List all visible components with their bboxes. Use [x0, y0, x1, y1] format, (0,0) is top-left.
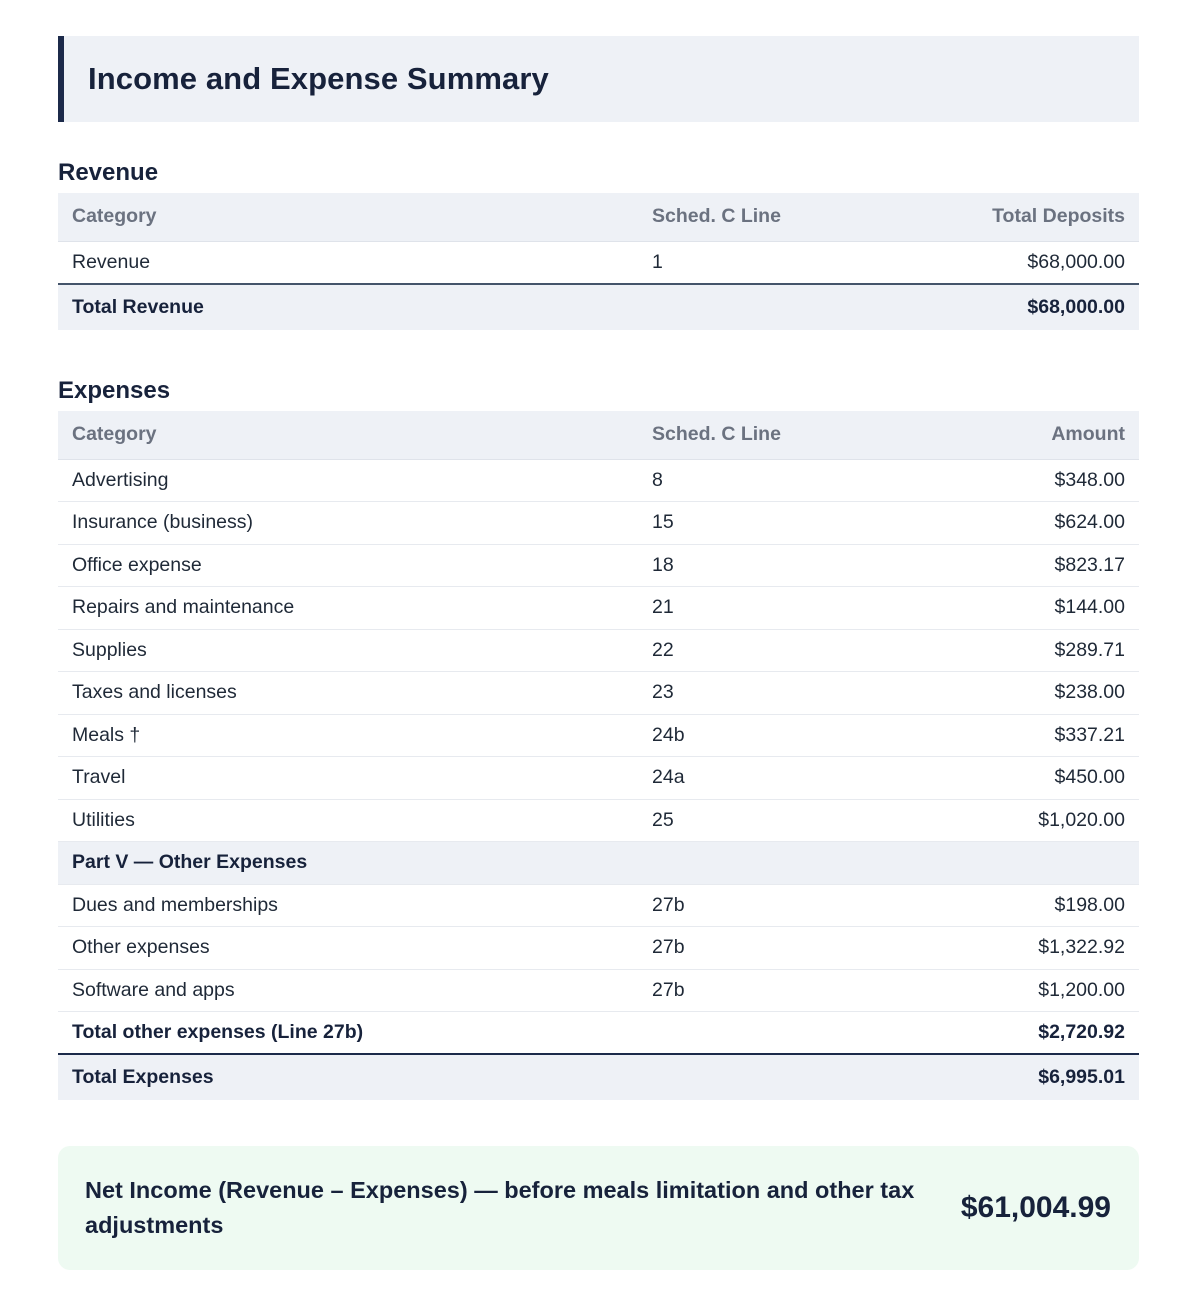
column-header-sched-c-line: Sched. C Line [638, 193, 938, 241]
table-row [58, 714, 1139, 757]
row-line: 25 [638, 799, 938, 842]
table-row [58, 587, 1139, 630]
table-row [58, 799, 1139, 842]
row-amount: $1,322.92 [938, 927, 1139, 970]
row-amount: $450.00 [938, 757, 1139, 800]
net-income-amount: $61,004.99 [960, 1191, 1111, 1224]
total-revenue-row [58, 284, 1139, 330]
row-category: Insurance (business) [58, 502, 638, 545]
row-amount: $1,200.00 [938, 969, 1139, 1012]
net-income-box [58, 1146, 1139, 1270]
other-expenses-total-amount: $2,720.92 [938, 1012, 1139, 1055]
row-category: Meals † [58, 714, 638, 757]
row-category: Software and apps [58, 969, 638, 1012]
other-expenses-total-label: Total other expenses (Line 27b) [58, 1012, 638, 1055]
row-amount: $68,000.00 [1027, 250, 1125, 273]
table-row [58, 502, 1139, 545]
row-category: Other expenses [58, 927, 638, 970]
row-amount: $348.00 [938, 459, 1139, 502]
table-row [58, 672, 1139, 715]
other-expenses-heading: Part V — Other Expenses [58, 842, 638, 885]
row-amount: $198.00 [938, 884, 1139, 927]
other-expenses-total-row [58, 1012, 1139, 1055]
row-amount: $238.00 [938, 672, 1139, 715]
row-amount: $624.00 [938, 502, 1139, 545]
column-header-category: Category [58, 411, 638, 459]
row-line: 27b [638, 969, 938, 1012]
row-line: 21 [638, 587, 938, 630]
row-amount: $1,020.00 [938, 799, 1139, 842]
row-line: 24a [638, 757, 938, 800]
table-row [58, 927, 1139, 970]
table-row [58, 757, 1139, 800]
row-line: 1 [652, 250, 663, 273]
net-income-label: Net Income (Revenue – Expenses) — before meals limitation and other tax adjustments [85, 1177, 915, 1238]
revenue-header-row [58, 193, 1139, 241]
row-line: 15 [638, 502, 938, 545]
table-row [58, 241, 1139, 284]
row-category: Revenue [72, 250, 151, 273]
row-category: Supplies [58, 629, 638, 672]
row-category: Taxes and licenses [58, 672, 638, 715]
row-line: 27b [638, 884, 938, 927]
row-line: 24b [638, 714, 938, 757]
table-row [58, 884, 1139, 927]
row-category: Utilities [58, 799, 638, 842]
row-amount: $289.71 [938, 629, 1139, 672]
row-amount: $337.21 [938, 714, 1139, 757]
row-amount: $144.00 [938, 587, 1139, 630]
revenue-table [58, 193, 1139, 330]
column-header-category: Category [58, 193, 638, 241]
total-expenses-amount: $6,995.01 [938, 1054, 1139, 1100]
column-header-sched-c-line: Sched. C Line [638, 411, 938, 459]
row-line: 22 [638, 629, 938, 672]
column-header-amount: Amount [938, 411, 1139, 459]
expenses-table [58, 411, 1139, 1100]
table-row [58, 629, 1139, 672]
table-row [58, 969, 1139, 1012]
row-category: Travel [58, 757, 638, 800]
column-header-total-deposits: Total Deposits [938, 193, 1139, 241]
total-expenses-label: Total Expenses [58, 1054, 638, 1100]
summary-page [58, 36, 1139, 1270]
row-category: Advertising [58, 459, 638, 502]
title-bar [58, 36, 1139, 122]
row-line: 23 [638, 672, 938, 715]
revenue-section-title: Revenue [58, 159, 159, 186]
table-row [58, 544, 1139, 587]
total-revenue-label: Total Revenue [58, 284, 638, 330]
row-line: 8 [638, 459, 938, 502]
row-category: Repairs and maintenance [58, 587, 638, 630]
total-expenses-row [58, 1054, 1139, 1100]
row-category: Office expense [58, 544, 638, 587]
expenses-header-row [58, 411, 1139, 459]
row-category: Dues and memberships [58, 884, 638, 927]
row-line: 27b [638, 927, 938, 970]
total-revenue-amount: $68,000.00 [938, 284, 1139, 330]
page-title: Income and Expense Summary [88, 61, 549, 96]
row-line: 18 [638, 544, 938, 587]
expenses-section-title: Expenses [58, 377, 171, 404]
table-row [58, 459, 1139, 502]
other-expenses-subheader [58, 842, 1139, 885]
row-amount: $823.17 [938, 544, 1139, 587]
